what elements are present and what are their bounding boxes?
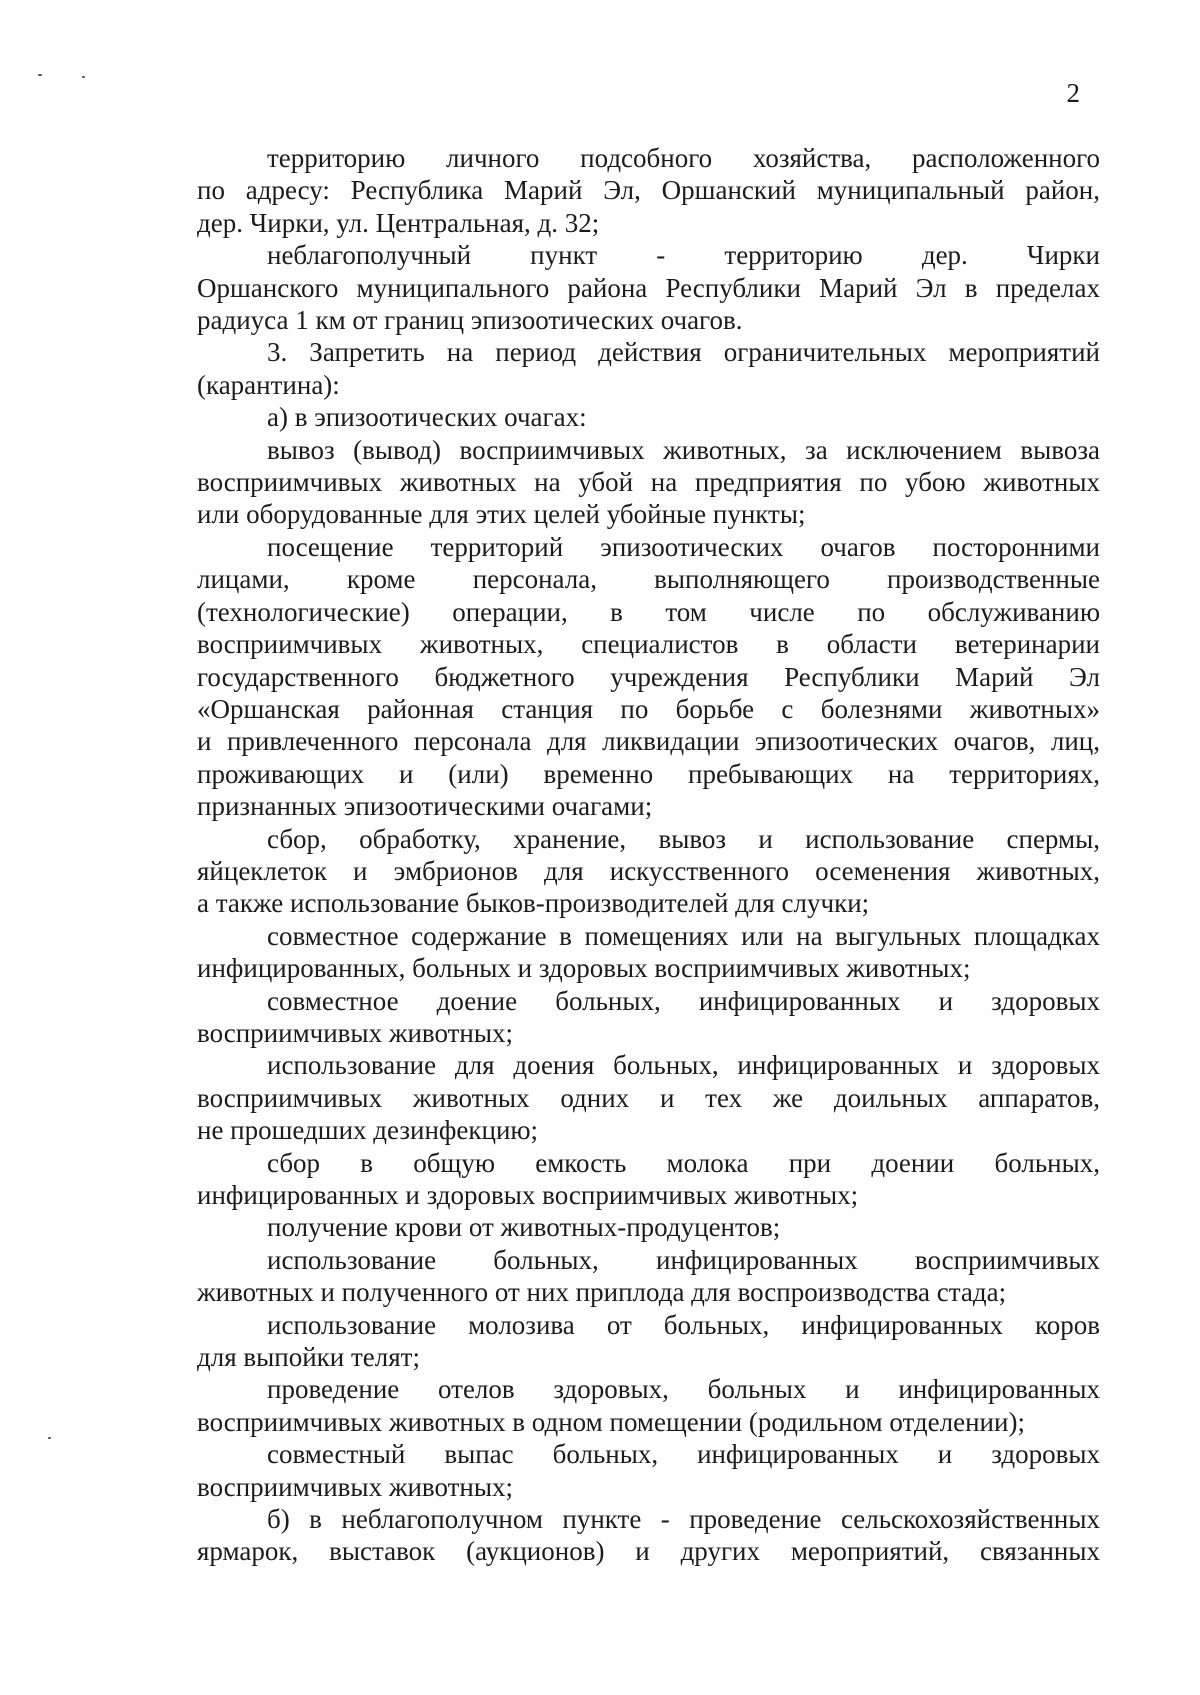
paragraph: [197, 1438, 1100, 1503]
paragraph-line: совместный выпас больных, инфицированных и здоровых: [267, 1439, 1100, 1470]
paragraph: [197, 336, 1100, 401]
paragraph-line: (карантина):: [197, 369, 340, 400]
paragraph-line: проведение отелов здоровых, больных и инфицированных: [267, 1374, 1100, 1405]
paragraph-line: (технологические) операции, в том числе по обслуживанию: [197, 596, 1100, 627]
paragraph-line: совместное доение больных, инфицированных и здоровых: [267, 985, 1100, 1016]
paragraph: [197, 1244, 1100, 1309]
paragraph-line: восприимчивых животных, специалистов в области ветеринарии: [197, 629, 1100, 660]
paragraph-line: б) в неблагополучном пункте - проведение сельскохозяйственных: [267, 1504, 1100, 1535]
paragraph-line: по адресу: Республика Марий Эл, Оршанский муниципальный район,: [197, 175, 1100, 206]
paragraph-line: получение крови от животных-продуцентов;: [267, 1212, 781, 1243]
paragraph-line: восприимчивых животных;: [197, 1471, 514, 1502]
paragraph-line: восприимчивых животных одних и тех же доильных аппаратов,: [197, 1082, 1100, 1113]
paragraph-line: 3. Запретить на период действия ограничительных мероприятий: [267, 337, 1100, 368]
paragraph-line: ярмарок, выставок (аукционов) и других мероприятий, связанных: [197, 1536, 1100, 1567]
paragraph-line: использование молозива от больных, инфицированных коров: [267, 1309, 1100, 1340]
paragraph-line: не прошедших дезинфекцию;: [197, 1115, 539, 1146]
paragraph-line: использование для доения больных, инфицированных и здоровых: [267, 1050, 1100, 1081]
paragraph: [197, 531, 1100, 823]
paragraph-line: «Оршанская районная станция по борьбе с болезнями животных»: [197, 693, 1100, 724]
page-number: 2: [1066, 78, 1080, 108]
paragraph-line: Оршанского муниципального района Республики Марий Эл в пределах: [197, 272, 1100, 303]
paragraph: [197, 985, 1100, 1050]
paragraph: [197, 1373, 1100, 1438]
scan-speck: [38, 74, 42, 76]
paragraph: [197, 823, 1100, 920]
paragraph-line: восприимчивых животных;: [197, 1017, 514, 1048]
paragraph: [197, 142, 1100, 239]
paragraph-line: территорию личного подсобного хозяйства, расположенного: [267, 143, 1100, 173]
scan-speck: [48, 1437, 51, 1439]
paragraph-line: государственного бюджетного учреждения Республики Марий Эл: [197, 661, 1100, 692]
paragraph: [197, 920, 1100, 985]
paragraph: [197, 1309, 1100, 1374]
paragraph: [197, 1503, 1100, 1568]
paragraph-line: яйцеклеток и эмбрионов для искусственного осеменения животных,: [197, 855, 1100, 886]
document-body: [197, 142, 1100, 1568]
paragraph: [197, 434, 1100, 531]
scan-speck: [82, 76, 85, 78]
paragraph-line: неблагополучный пункт - территорию дер. Чирки: [267, 240, 1100, 271]
paragraph: [197, 401, 1100, 433]
paragraph-line: дер. Чирки, ул. Центральная, д. 32;: [197, 207, 600, 238]
paragraph-line: радиуса 1 км от границ эпизоотических очагов.: [197, 305, 743, 336]
paragraph-line: сбор, обработку, хранение, вывоз и использование спермы,: [267, 823, 1100, 854]
paragraph-line: для выпойки телят;: [197, 1342, 420, 1373]
paragraph-line: использование больных, инфицированных восприимчивых: [267, 1244, 1100, 1275]
paragraph-line: проживающих и (или) временно пребывающих на территориях,: [197, 758, 1100, 789]
paragraph-line: или оборудованные для этих целей убойные пункты;: [197, 499, 806, 530]
paragraph-line: восприимчивых животных в одном помещении (родильном отделении);: [197, 1406, 1025, 1437]
paragraph-line: сбор в общую емкость молока при доении больных,: [267, 1147, 1100, 1178]
paragraph: [197, 239, 1100, 336]
paragraph-line: признанных эпизоотическими очагами;: [197, 791, 653, 822]
paragraph-line: вывоз (вывод) восприимчивых животных, за исключением вывоза: [267, 434, 1100, 465]
paragraph-line: животных и полученного от них приплода для воспроизводства стада;: [197, 1277, 1007, 1308]
paragraph-line: совместное содержание в помещениях или на выгульных площадках: [267, 920, 1100, 951]
paragraph-line: а также использование быков-производителей для случки;: [197, 888, 870, 919]
paragraph-line: инфицированных, больных и здоровых восприимчивых животных;: [197, 953, 971, 984]
paragraph-line: посещение территорий эпизоотических очагов посторонними: [267, 531, 1100, 562]
paragraph-line: а) в эпизоотических очагах:: [267, 402, 587, 433]
paragraph: [197, 1049, 1100, 1146]
paragraph-line: инфицированных и здоровых восприимчивых животных;: [197, 1180, 859, 1210]
paragraph-line: и привлеченного персонала для ликвидации эпизоотических очагов, лиц,: [197, 726, 1100, 757]
paragraph: [197, 1147, 1100, 1212]
paragraph-line: восприимчивых животных на убой на предприятия по убою животных: [197, 467, 1100, 498]
paragraph: [197, 1211, 1100, 1243]
paragraph-line: лицами, кроме персонала, выполняющего производственные: [197, 564, 1100, 595]
